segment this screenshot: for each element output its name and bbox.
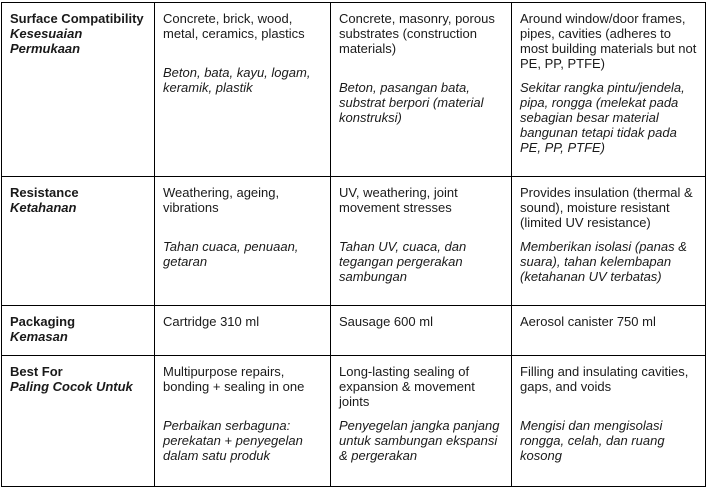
row-header-cell [2, 3, 155, 177]
cell-text-en: Aerosol canister 750 ml [520, 314, 656, 329]
cell-text-id: Tahan UV, cuaca, dan tegangan pergerakan sambungan [339, 239, 467, 284]
cell-text-id: Penyegelan jangka panjang untuk sambungan ekspansi & pergerakan [339, 418, 500, 463]
table-cell [155, 356, 331, 487]
row-header-id: Kesesuaian Permukaan [10, 26, 83, 56]
table-cell [331, 356, 512, 487]
table-cell [155, 306, 331, 356]
cell-text-en: Provides insulation (thermal & sound), moisture resistant (limited UV resistance) [520, 185, 693, 230]
table-cell [155, 3, 331, 177]
cell-text-en: Weathering, ageing, vibrations [163, 185, 280, 215]
table-cell [512, 3, 706, 177]
cell-text-id: Beton, pasangan bata, substrat berpori (material konstruksi) [339, 80, 484, 125]
cell-text-id: Mengisi dan mengisolasi rongga, celah, dan ruang kosong [520, 418, 665, 463]
row-header-id: Paling Cocok Untuk [10, 379, 133, 394]
cell-text-en: Filling and insulating cavities, gaps, and voids [520, 364, 689, 394]
table-row-surface-compatibility [2, 3, 706, 177]
row-header-id: Kemasan [10, 329, 68, 344]
row-header-en: Best For [10, 364, 63, 379]
cell-text-id: Beton, bata, kayu, logam, keramik, plastik [163, 65, 311, 95]
cell-text-id: Tahan cuaca, penuaan, getaran [163, 239, 299, 269]
table-cell [331, 306, 512, 356]
table-row-best-for [2, 356, 706, 487]
table-cell [512, 177, 706, 306]
table-cell [155, 177, 331, 306]
cell-text-en: Long-lasting sealing of expansion & movement joints [339, 364, 475, 409]
cell-text-id: Sekitar rangka pintu/jendela, pipa, rongga (melekat pada sebagian besar material bangunan tetapi tidak pada PE, PP, PTFE) [520, 80, 685, 155]
row-header-en: Packaging [10, 314, 76, 329]
comparison-table [1, 2, 706, 487]
table-cell [331, 177, 512, 306]
table-row-packaging [2, 306, 706, 356]
cell-text-id: Perbaikan serbaguna: perekatan + penyegelan dalam satu produk [163, 418, 303, 463]
cell-text-en: Cartridge 310 ml [163, 314, 260, 329]
row-header-en: Surface Compatibility [10, 11, 144, 26]
table-cell [512, 356, 706, 487]
table-row-resistance [2, 177, 706, 306]
cell-text-id: Memberikan isolasi (panas & suara), tahan kelembapan (ketahanan UV terbatas) [520, 239, 687, 284]
cell-text-en: Multipurpose repairs, bonding + sealing in one [163, 364, 305, 394]
cell-text-en: Concrete, masonry, porous substrates (construction materials) [339, 11, 495, 56]
row-header-cell [2, 177, 155, 306]
row-header-en: Resistance [10, 185, 79, 200]
table-cell [512, 306, 706, 356]
table-cell [331, 3, 512, 177]
row-header-id: Ketahanan [10, 200, 77, 215]
row-header-cell [2, 306, 155, 356]
cell-text-en: Sausage 600 ml [339, 314, 433, 329]
cell-text-en: Around window/door frames, pipes, cavities (adheres to most building materials but not PE, PP, PTFE) [520, 11, 697, 71]
cell-text-en: UV, weathering, joint movement stresses [339, 185, 458, 215]
cell-text-en: Concrete, brick, wood, metal, ceramics, plastics [163, 11, 305, 41]
row-header-cell [2, 356, 155, 487]
